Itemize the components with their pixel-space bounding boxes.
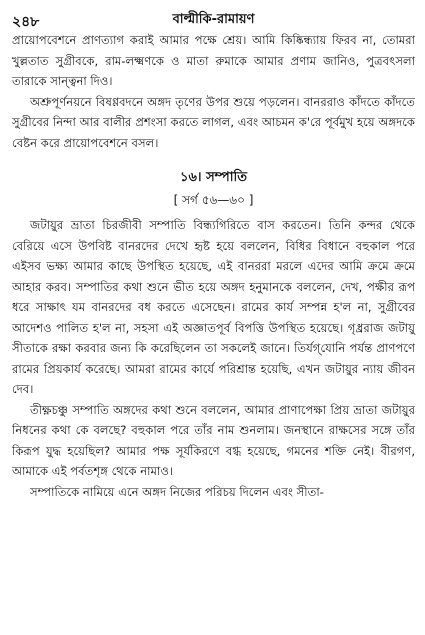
page-header bbox=[12, 8, 415, 30]
paragraph: জটায়ুর ভ্রাতা চিরজীবী সম্পাতি বিন্ধ্যগিরিতে বাস করতেন। তিনি কন্দর থেকে বেরিয়ে এসে উপবিষ্ট বানরদের দেখে হৃষ্ট হয়ে বললেন, বিধির বিধানে বহুকাল পরে এইসব ভক্ষ্য আমার কাছে উপস্থিত হয়েছে, এই বানররা মরলে এদের আমি ক্রমে ক্রমে আহার করব। সম্পাতির কথা শুনে ভীত হয়ে অঙ্গদ হনুমানকে বললেন, দেখ, পক্ষীর রূপ ধরে সাক্ষাৎ যম বানরদের বধ করতে এসেছেন। রামের কার্য সম্পন্ন হ'ল না, সুগ্রীবের আদেশও পালিত হ'ল না, সহসা এই অজ্ঞাতপূর্ব বিপত্তি উপস্থিত হয়েছে। গৃধ্ররাজ জটায়ু সীতাকে রক্ষা করবার জন্য কি করেছিলেন তা সকলেই জানে। তির্যগ্‌যোনি পর্যন্ত প্রাণপণে রামের প্রিয়কার্য করেছে। আমরা রামের কার্যে পরিশ্রান্ত হয়েছি, এখন জটায়ুর ন্যায় জীবন দেব। bbox=[12, 218, 415, 396]
page-number: ২৪৮ bbox=[12, 14, 40, 30]
section-gap bbox=[12, 153, 415, 167]
running-head: বাল্মীকি-রামায়ণ bbox=[172, 12, 255, 27]
paragraph: সম্পাতিকে নামিয়ে এনে অঙ্গদ নিজের পরিচয় দিলেন এবং সীতা- bbox=[30, 484, 324, 499]
paragraph: অশ্রুপূর্ণনয়নে বিষণ্ণবদনে অঙ্গদ তৃণের উপর শুয়ে পড়লেন। বানররাও কাঁদতে কাঁদতে সুগ্রীবের নিন্দা আর বালীর প্রশংসা করতে লাগল, এবং আচমন ক'রে পূর্বমুখ হয়ে অঙ্গদকে বেষ্টন করে প্রায়োপবেশনে বসল। bbox=[12, 94, 415, 150]
section-title: ১৬। সম্পাতি bbox=[180, 170, 247, 185]
paragraph: তীক্ষ্ণচঞ্চু সম্পাতি অঙ্গদের কথা শুনে বললেন, আমার প্রাণাপেক্ষা প্রিয় ভ্রাতা জটায়ুর নিধনের কথা কে বলছে? বহুকাল পরে তাঁর নাম শুনলাম। জনস্থানে রাক্ষসের সঙ্গে তাঁর কিরূপ যুদ্ধ হয়েছিল? আমার পক্ষ সূর্যকিরণে বগ্ধ হয়েছে, গমনের শক্তি নেই। বীরগণ, আমাকে এই পর্বতশৃঙ্গ থেকে নামাও। bbox=[12, 402, 415, 478]
paragraph: প্রায়োপবেশনে প্রাণত্যাগ করাই আমার পক্ষে শ্রেয়। আমি কিষ্কিন্ধ্যায় ফিরব না, তোমরা খুল্লতাত সুগ্রীবকে, রাম-লক্ষ্মণকে ও মাতা রুমাকে আমার প্রণাম জানিও, পুত্রবৎসলা তারাকে সান্ত্বনা দিও। bbox=[12, 33, 415, 88]
section-subtitle: [ সর্গ ৫৬—৬০ ] bbox=[173, 193, 254, 207]
